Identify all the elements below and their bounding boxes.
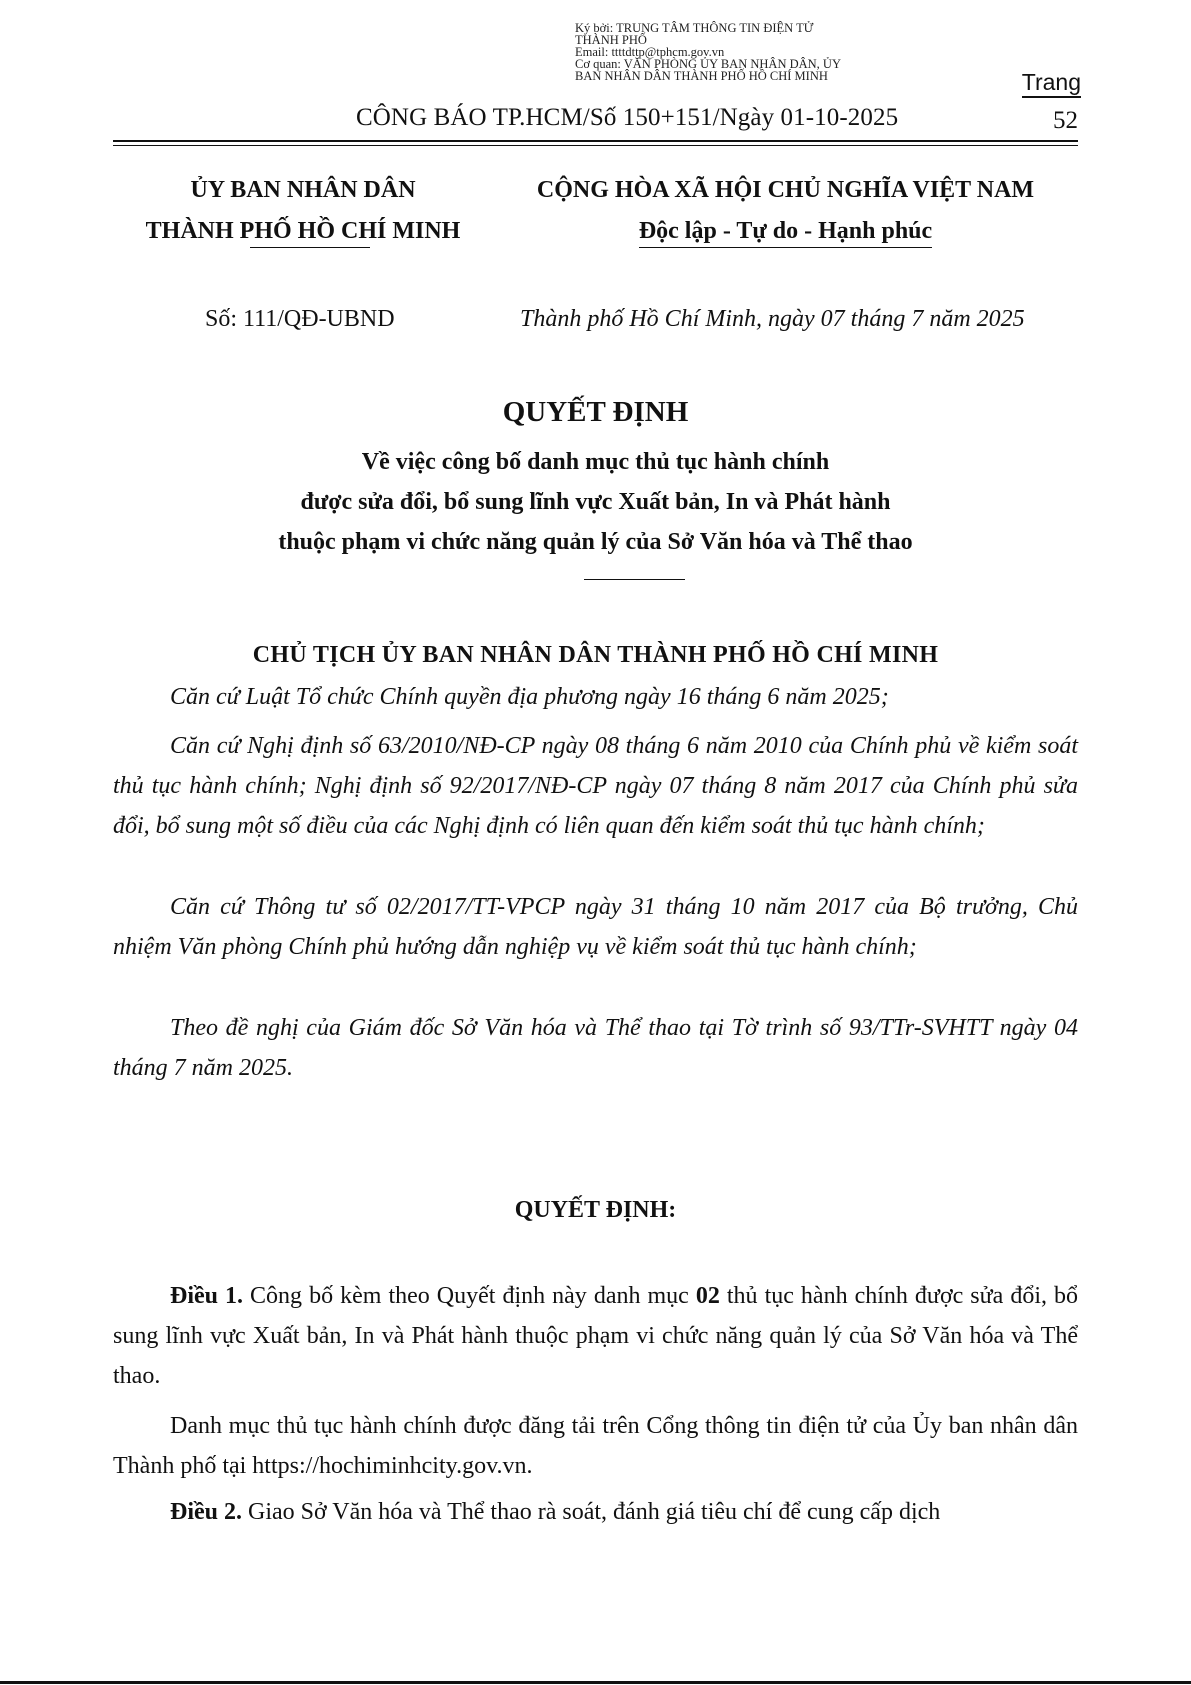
article-2 [113, 1492, 1078, 1532]
subtitle-line: được sửa đổi, bổ sung lĩnh vực Xuất bản, In và Phát hành [300, 489, 891, 515]
page-number: 52 [1053, 107, 1078, 134]
signature-email: Email: ttttdttp@tphcm.gov.vn [575, 45, 725, 59]
national-heading [513, 170, 1058, 252]
issuer-line: ỦY BAN NHÂN DÂN [190, 177, 416, 203]
header-rule [113, 140, 1078, 142]
article-label: Điều 2. [170, 1499, 242, 1525]
legal-basis-paragraph: Theo đề nghị của Giám đốc Sở Văn hóa và Thể thao tại Tờ trình số 93/TTr-SVHTT ngày 04 tháng 7 năm 2025. [113, 1015, 1078, 1081]
header-rule-thin [113, 145, 1078, 146]
article-text: Công bố kèm theo Quyết định này danh mục [243, 1283, 696, 1309]
issuer-line: THÀNH PHỐ HỒ CHÍ MINH [145, 218, 461, 244]
signature-line: BAN NHÂN DÂN THÀNH PHỐ HỒ CHÍ MINH [575, 69, 828, 83]
national-motto: Độc lập - Tự do - Hạnh phúc [639, 215, 932, 248]
article-text: Giao Sở Văn hóa và Thể thao rà soát, đánh giá tiêu chí để cung cấp dịch [242, 1499, 941, 1525]
authority-heading: CHỦ TỊCH ỦY BAN NHÂN DÂN THÀNH PHỐ HỒ CHÍ MINH [252, 642, 939, 668]
document-subtitle [113, 442, 1078, 562]
decision-heading: QUYẾT ĐỊNH: [514, 1197, 677, 1223]
signature-line: Ký bởi: TRUNG TÂM THÔNG TIN ĐIỆN TỬ [575, 21, 814, 35]
article-label: Điều 1. [170, 1283, 244, 1309]
article-1-note: Danh mục thủ tục hành chính được đăng tải trên Cổng thông tin điện tử của Ủy ban nhân dân Thành phố tại https://hochiminhcity.gov.vn. [113, 1413, 1078, 1479]
gazette-header: CÔNG BÁO TP.HCM/Số 150+151/Ngày 01-10-2025 [356, 104, 899, 131]
article-text: thủ tục hành chính được sửa đổi, bổ sung lĩnh vực Xuất bản, In và Phát hành thuộc phạm vi chức năng quản lý của Sở Văn hóa và Thể thao. [113, 1283, 1079, 1389]
legal-basis-paragraph: Căn cứ Nghị định số 63/2010/NĐ-CP ngày 08 tháng 6 năm 2010 của Chính phủ về kiểm soát thủ tục hành chính; Nghị định số 92/2017/NĐ-CP ngày 07 tháng 8 năm 2017 của Chính phủ sửa đổi, bổ sung một số điều của các Nghị định có liên quan đến kiểm soát thủ tục hành chính; [113, 733, 1078, 839]
digital-signature-block [575, 22, 935, 82]
subtitle-line: thuộc phạm vi chức năng quản lý của Sở Văn hóa và Thể thao [278, 529, 913, 555]
signature-line: THÀNH PHỐ [575, 33, 647, 47]
legal-basis-paragraph: Căn cứ Luật Tổ chức Chính quyền địa phương ngày 16 tháng 6 năm 2025; [170, 684, 889, 710]
procedure-count: 02 [695, 1283, 720, 1309]
signature-line: Cơ quan: VĂN PHÒNG ỦY BAN NHÂN DÂN, ỦY [575, 57, 841, 71]
issuer-underline [250, 247, 370, 248]
page-label: Trang [1022, 68, 1081, 98]
legal-basis-paragraph: Căn cứ Thông tư số 02/2017/TT-VPCP ngày 31 tháng 10 năm 2017 của Bộ trưởng, Chủ nhiệm Văn phòng Chính phủ hướng dẫn nghiệp vụ về kiểm soát thủ tục hành chính; [113, 894, 1078, 960]
article-1 [113, 1276, 1078, 1396]
place-date: Thành phố Hồ Chí Minh, ngày 07 tháng 7 năm 2025 [520, 306, 1025, 332]
page-bottom-edge [0, 1681, 1191, 1684]
issuer-heading [130, 170, 476, 252]
document-title: QUYẾT ĐỊNH [502, 396, 689, 428]
subtitle-line: Về việc công bố danh mục thủ tục hành chính [361, 449, 830, 475]
document-number: Số: 111/QĐ-UBND [205, 306, 395, 332]
title-divider [584, 579, 685, 580]
nation-name: CỘNG HÒA XÃ HỘI CHỦ NGHĨA VIỆT NAM [536, 177, 1035, 203]
